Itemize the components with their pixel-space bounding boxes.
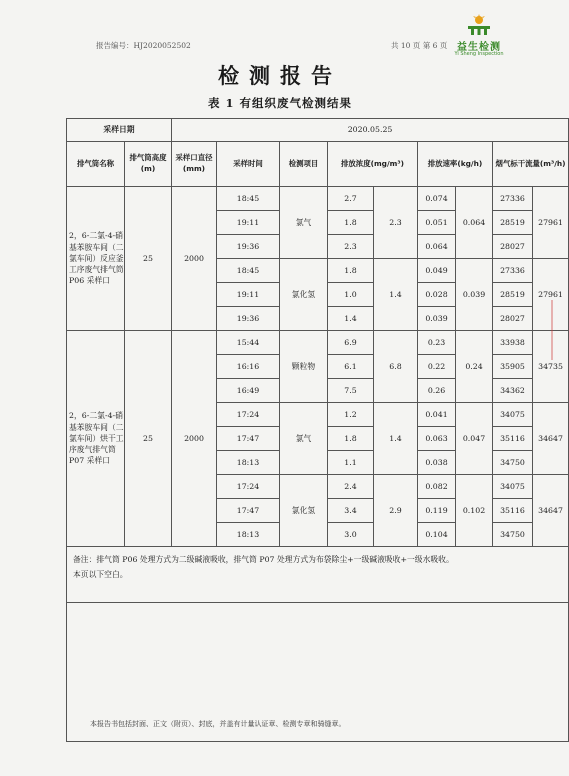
item-name: 氯化氢 xyxy=(280,475,328,547)
rate-value: 0.063 xyxy=(418,427,456,451)
company-logo xyxy=(447,14,511,62)
conc-average: 2.3 xyxy=(374,187,418,259)
sampling-date-label: 采样日期 xyxy=(67,119,172,142)
rate-value: 0.028 xyxy=(418,283,456,307)
table-caption: 表 1 有组织废气检测结果 xyxy=(207,96,352,110)
header-rate: 排放速率(kg/h) xyxy=(418,142,493,187)
sampling-date-row xyxy=(67,119,569,142)
rate-value: 0.23 xyxy=(418,331,456,355)
item-name: 氯气 xyxy=(280,187,328,259)
conc-average: 1.4 xyxy=(374,259,418,331)
conc-value: 2.7 xyxy=(328,187,374,211)
outlet-name-p06: 2，6-二氯-4-硝基苯胺车间（二氯车间）反应釜工序废气排气筒 P06 采样口 xyxy=(67,187,125,331)
logo-name-cn: 益生检测 xyxy=(457,42,501,53)
sampling-time: 19:11 xyxy=(217,211,280,235)
flow-value: 28027 xyxy=(493,307,533,331)
header-outlet-name: 排气筒名称 xyxy=(67,142,125,187)
flow-value: 34075 xyxy=(493,475,533,499)
header-flow: 烟气标干流量(m³/h) xyxy=(493,142,569,187)
sampling-time: 18:13 xyxy=(217,451,280,475)
rate-average: 0.047 xyxy=(456,403,493,475)
logo-icon xyxy=(465,14,493,36)
seal-edge-mark xyxy=(551,300,553,360)
header-concentration: 排放浓度(mg/m³) xyxy=(328,142,418,187)
flow-average: 27961 xyxy=(533,259,569,331)
conc-value: 1.8 xyxy=(328,259,374,283)
sampling-time: 19:11 xyxy=(217,283,280,307)
rate-average: 0.102 xyxy=(456,475,493,547)
flow-value: 33938 xyxy=(493,331,533,355)
table-row xyxy=(67,187,569,211)
conc-value: 1.2 xyxy=(328,403,374,427)
rate-value: 0.074 xyxy=(418,187,456,211)
item-name: 颗粒物 xyxy=(280,331,328,403)
flow-value: 27336 xyxy=(493,259,533,283)
header-sampling-time: 采样时间 xyxy=(217,142,280,187)
conc-value: 1.8 xyxy=(328,427,374,451)
conc-value: 3.4 xyxy=(328,499,374,523)
item-name: 氯气 xyxy=(280,403,328,475)
sampling-time: 18:13 xyxy=(217,523,280,547)
rate-value: 0.041 xyxy=(418,403,456,427)
sampling-time: 17:47 xyxy=(217,499,280,523)
sampling-time: 17:47 xyxy=(217,427,280,451)
rate-average: 0.24 xyxy=(456,331,493,403)
conc-value: 6.1 xyxy=(328,355,374,379)
flow-average: 34735 xyxy=(533,331,569,403)
flow-value: 34075 xyxy=(493,403,533,427)
sampling-date-value: 2020.05.25 xyxy=(172,119,569,142)
sampling-time: 18:45 xyxy=(217,259,280,283)
rate-average: 0.039 xyxy=(456,259,493,331)
remarks-line-1: 备注：排气筒 P06 处理方式为二级碱液吸收，排气筒 P07 处理方式为布袋除尘+一级碱液吸收+一级水吸收。 xyxy=(73,555,454,564)
sampling-time: 19:36 xyxy=(217,235,280,259)
conc-value: 6.9 xyxy=(328,331,374,355)
rate-value: 0.049 xyxy=(418,259,456,283)
conc-value: 1.8 xyxy=(328,211,374,235)
rate-value: 0.26 xyxy=(418,379,456,403)
logo-name-en: Yi Sheng Inspection xyxy=(454,51,504,57)
item-name: 氯化氢 xyxy=(280,259,328,331)
sampling-time: 17:24 xyxy=(217,475,280,499)
note-row xyxy=(67,547,569,603)
outlet-height-p06: 25 xyxy=(125,187,172,331)
table-row xyxy=(67,331,569,355)
sampling-time: 16:16 xyxy=(217,355,280,379)
rate-value: 0.038 xyxy=(418,451,456,475)
conc-value: 2.3 xyxy=(328,235,374,259)
conc-value: 1.0 xyxy=(328,283,374,307)
sampling-time: 15:44 xyxy=(217,331,280,355)
conc-value: 1.1 xyxy=(328,451,374,475)
flow-value: 34362 xyxy=(493,379,533,403)
sampling-time: 17:24 xyxy=(217,403,280,427)
rate-value: 0.051 xyxy=(418,211,456,235)
rate-average: 0.064 xyxy=(456,187,493,259)
sampling-time: 18:45 xyxy=(217,187,280,211)
flow-value: 28027 xyxy=(493,235,533,259)
flow-value: 35116 xyxy=(493,427,533,451)
sampling-time: 19:36 xyxy=(217,307,280,331)
outlet-name-p07: 2，6-二氯-4-硝基苯胺车间（二氯车间）烘干工序废气排气筒 P07 采样口 xyxy=(67,331,125,547)
conc-average: 1.4 xyxy=(374,403,418,475)
header-item: 检测项目 xyxy=(280,142,328,187)
port-diameter-p06: 2000 xyxy=(172,187,217,331)
conc-value: 7.5 xyxy=(328,379,374,403)
conc-average: 2.9 xyxy=(374,475,418,547)
footer-note: 本报告书包括封面、正文（附页）、封底，并盖有计量认证章、检测专章和骑缝章。 xyxy=(90,720,346,728)
conc-value: 3.0 xyxy=(328,523,374,547)
flow-average: 34647 xyxy=(533,403,569,475)
table-header-row xyxy=(67,142,569,187)
remarks-line-2: 本页以下空白。 xyxy=(73,569,128,579)
rate-value: 0.082 xyxy=(418,475,456,499)
outlet-height-p07: 25 xyxy=(125,331,172,547)
flow-value: 28519 xyxy=(493,211,533,235)
flow-average: 27961 xyxy=(533,187,569,259)
conc-value: 2.4 xyxy=(328,475,374,499)
flow-value: 35116 xyxy=(493,499,533,523)
flow-value: 34750 xyxy=(493,451,533,475)
conc-value: 1.4 xyxy=(328,307,374,331)
rate-value: 0.22 xyxy=(418,355,456,379)
rate-value: 0.064 xyxy=(418,235,456,259)
header-outlet-height: 排气筒高度(m) xyxy=(125,142,172,187)
rate-value: 0.104 xyxy=(418,523,456,547)
sampling-time: 16:49 xyxy=(217,379,280,403)
report-title: 检测报告 xyxy=(218,63,342,88)
report-number: 报告编号：HJ2020052502 xyxy=(96,41,191,50)
flow-average: 34647 xyxy=(533,475,569,547)
rate-value: 0.119 xyxy=(418,499,456,523)
remarks-cell xyxy=(67,547,569,603)
emission-results-table xyxy=(66,118,569,742)
conc-average: 6.8 xyxy=(374,331,418,403)
flow-value: 28519 xyxy=(493,283,533,307)
rate-value: 0.039 xyxy=(418,307,456,331)
header-sampling-port: 采样口直径(mm) xyxy=(172,142,217,187)
page-info: 共 10 页 第 6 页 xyxy=(391,41,448,50)
port-diameter-p07: 2000 xyxy=(172,331,217,547)
flow-value: 34750 xyxy=(493,523,533,547)
flow-value: 35905 xyxy=(493,355,533,379)
flow-value: 27336 xyxy=(493,187,533,211)
